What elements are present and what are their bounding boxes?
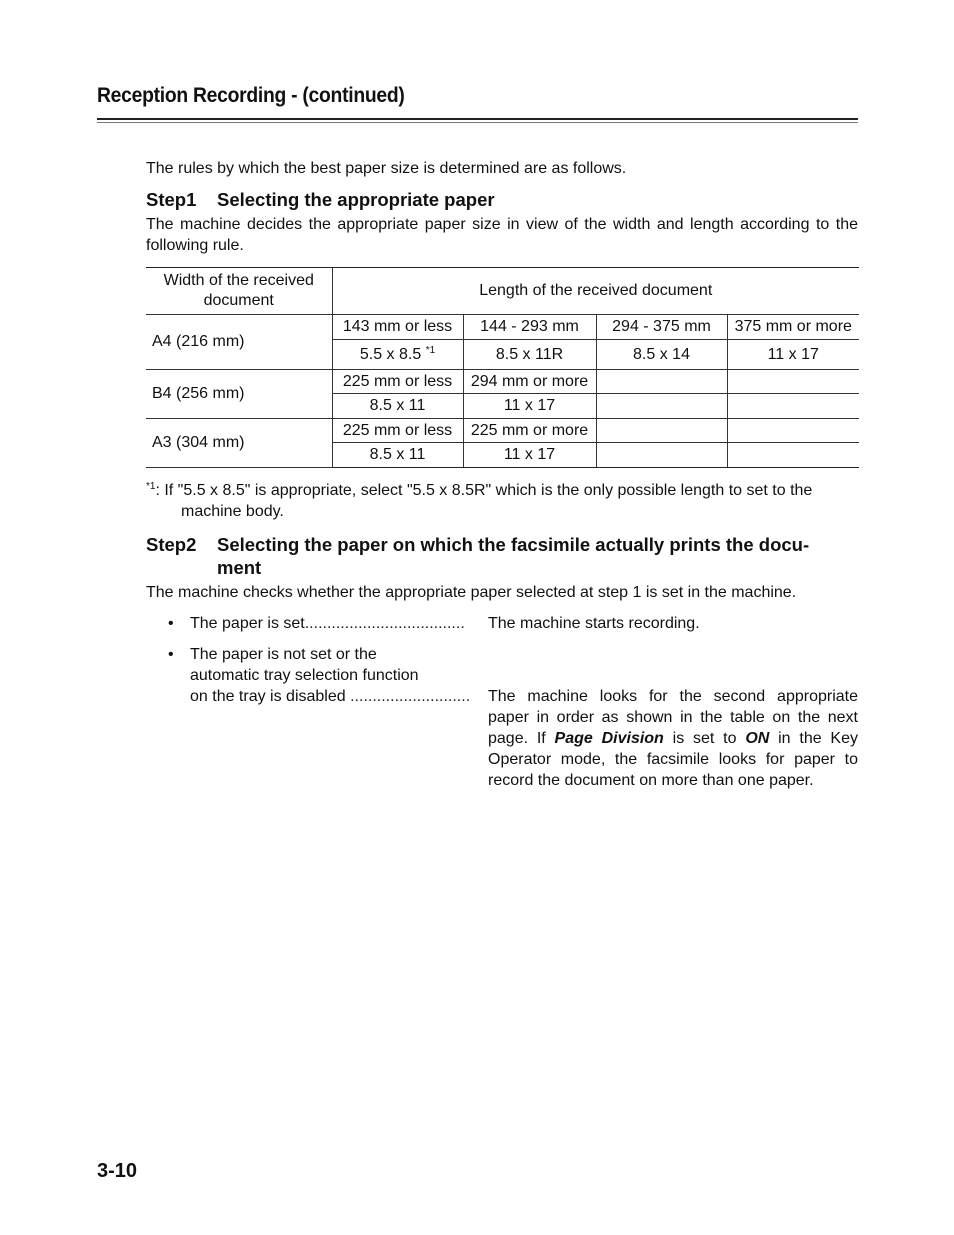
on-term: ON — [745, 730, 770, 747]
step1-title: Selecting the appropriate paper — [217, 189, 495, 210]
result-text: The machine looks for the second appropriate paper in order as shown in the table on the next page. If — [488, 688, 858, 747]
bullet-icon: • — [168, 615, 174, 632]
step2-title-line1: Selecting the paper on which the facsimile actually prints the docu- — [217, 534, 810, 555]
footnote-ref: *1 — [425, 344, 436, 356]
table-cell: 294 - 375 mm — [596, 315, 727, 340]
step2-text: The machine checks whether the appropriate paper selected at step 1 is set in the machine. — [146, 584, 797, 601]
step2-number: Step2 — [146, 534, 197, 555]
row-width-a3: A3 (304 mm) — [146, 419, 332, 468]
step1-number: Step1 — [146, 189, 197, 210]
table-cell — [596, 394, 727, 419]
footnote-line1: : If "5.5 x 8.5" is appropriate, select "5.5 x 8.5R" which is the only possible length to set to the — [155, 482, 813, 499]
table-cell: 225 mm or more — [463, 419, 596, 443]
table-cell — [332, 340, 463, 370]
bullet-condition: The paper is set — [190, 615, 305, 632]
header-divider — [97, 118, 858, 123]
step1-text: The machine decides the appropriate paper size in view of the width and length according to the following rule. — [146, 216, 858, 254]
bullet-condition-line: automatic tray selection function — [190, 667, 419, 684]
table-cell: 225 mm or less — [332, 419, 463, 443]
page-division-term: Page Division — [554, 730, 664, 747]
footnote-mark: *1 — [146, 481, 156, 492]
step1-heading — [146, 189, 495, 211]
bullet-icon: • — [168, 646, 174, 663]
table-cell: 11 x 17 — [463, 394, 596, 419]
table-cell — [727, 443, 859, 468]
bullet-result — [488, 686, 858, 791]
row-width-b4: B4 (256 mm) — [146, 370, 332, 419]
footnote-line2: machine body. — [181, 503, 284, 520]
bullet-result: The machine starts recording. — [488, 615, 700, 632]
table-cell — [596, 443, 727, 468]
paper-size: 5.5 x 8.5 — [359, 345, 422, 363]
header-width: Width of the received document — [146, 268, 332, 315]
table-cell: 8.5 x 14 — [596, 340, 727, 370]
table-cell: 8.5 x 11 — [332, 443, 463, 468]
header-length: Length of the received document — [332, 268, 859, 315]
table-cell: 144 - 293 mm — [463, 315, 596, 340]
table-cell — [727, 394, 859, 419]
table-cell — [596, 419, 727, 443]
dot-leader: ........................... — [350, 688, 471, 705]
table-cell: 11 x 17 — [463, 443, 596, 468]
result-text: in the Key Operator mode, the facsimile looks for paper to record the document on more than one paper. — [488, 730, 858, 789]
dot-leader: .................................... — [304, 615, 465, 632]
paper-size-table — [146, 267, 859, 468]
table-cell — [727, 370, 859, 394]
bullet-condition-line: on the tray is disabled — [190, 688, 346, 705]
result-text: is set to — [663, 730, 746, 747]
page-number: 3-10 — [97, 1160, 138, 1182]
step2-title-line2: ment — [217, 557, 262, 578]
table-cell: 375 mm or more — [727, 315, 859, 340]
table-cell — [596, 370, 727, 394]
table-cell: 143 mm or less — [332, 315, 463, 340]
table-cell — [727, 419, 859, 443]
table-cell: 8.5 x 11R — [463, 340, 596, 370]
step2-heading — [146, 533, 809, 579]
table-cell: 11 x 17 — [727, 340, 859, 370]
table-cell: 8.5 x 11 — [332, 394, 463, 419]
bullet-condition-line: The paper is not set or the — [190, 646, 377, 663]
footnote — [146, 480, 812, 522]
page-title: Reception Recording - (continued) — [97, 84, 405, 107]
row-width-a4: A4 (216 mm) — [146, 315, 332, 370]
table-cell: 225 mm or less — [332, 370, 463, 394]
table-cell: 294 mm or more — [463, 370, 596, 394]
intro-text: The rules by which the best paper size is determined are as follows. — [146, 160, 627, 177]
